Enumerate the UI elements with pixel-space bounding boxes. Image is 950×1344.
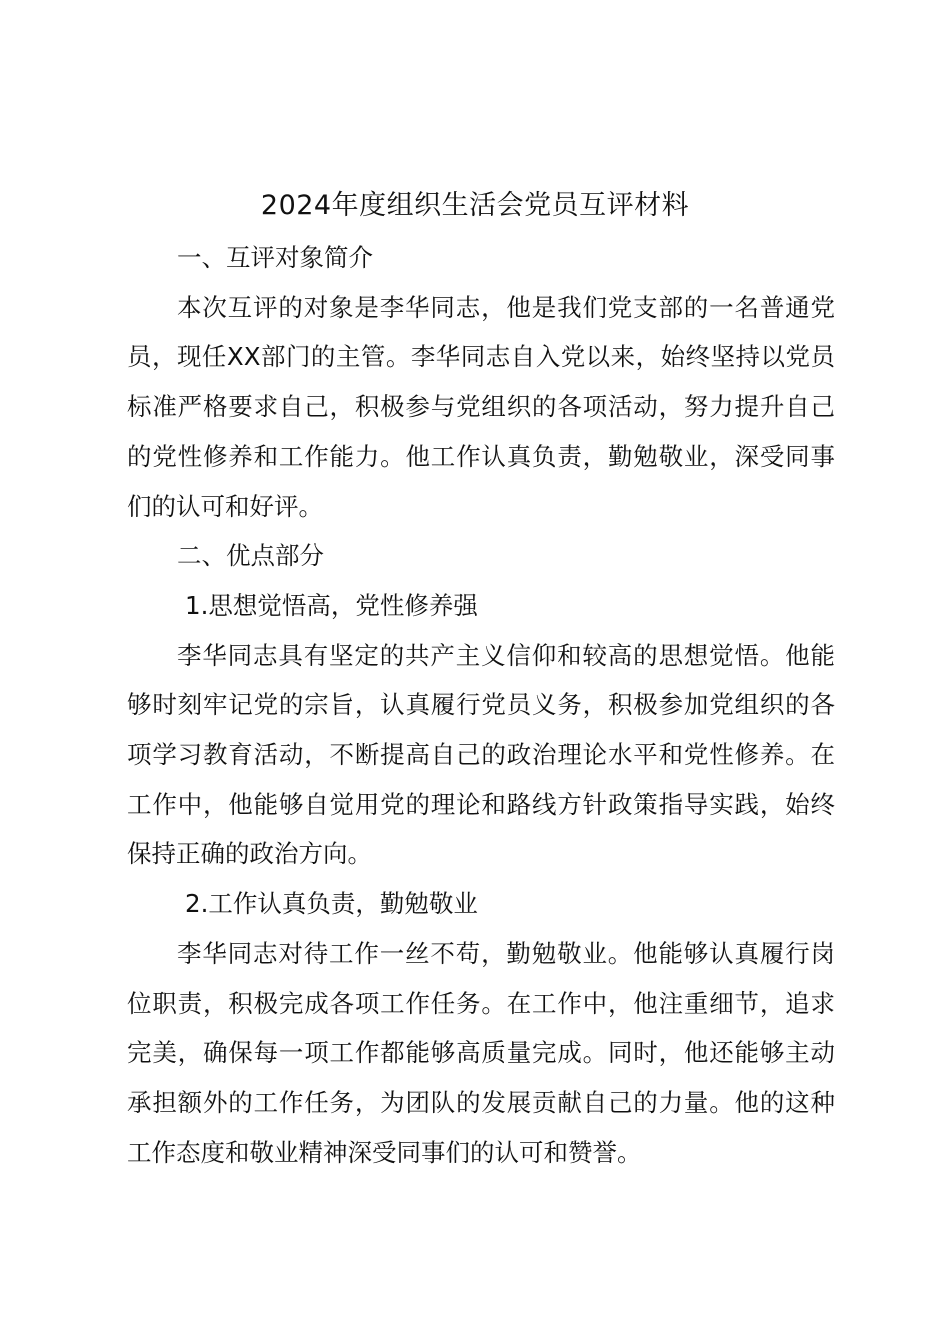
document-title: 2024年度组织生活会党员互评材料 bbox=[260, 190, 690, 221]
paragraph-point-1: 李华同志具有坚定的共产主义信仰和较高的思想觉悟。他能够时刻牢记党的宗旨，认真履行党员义务，积极参加党组织的各项学习教育活动，不断提高自己的政治理论水平和党性修养。在工作中，他能够自觉用党的理论和路线方针政策指导实践，始终保持正确的政治方向。 bbox=[127, 640, 835, 869]
subheading-point-1: 1.思想觉悟高，党性修养强 bbox=[185, 590, 478, 620]
section-heading-strengths: 二、优点部分 bbox=[177, 541, 324, 571]
section-heading-intro: 一、互评对象简介 bbox=[177, 243, 373, 272]
subheading-point-2: 2.工作认真负责，勤勉敬业 bbox=[185, 889, 478, 919]
document-body bbox=[127, 233, 835, 1177]
paragraph-point-2: 李华同志对待工作一丝不苟，勤勉敬业。他能够认真履行岗位职责，积极完成各项工作任务。在工作中，他注重细节，追求完美，确保每一项工作都能够高质量完成。同时，他还能够主动承担额外的工作任务，为团队的发展贡献自己的力量。他的这种工作态度和敬业精神深受同事们的认可和赞誉。 bbox=[127, 938, 835, 1167]
paragraph-intro: 本次互评的对象是李华同志，他是我们党支部的一名普通党员，现任XX部门的主管。李华同志自入党以来，始终坚持以党员标准严格要求自己，积极参与党组织的各项活动，努力提升自己的党性修养和工作能力。他工作认真负责，勤勉敬业，深受同事们的认可和好评。 bbox=[127, 292, 835, 521]
